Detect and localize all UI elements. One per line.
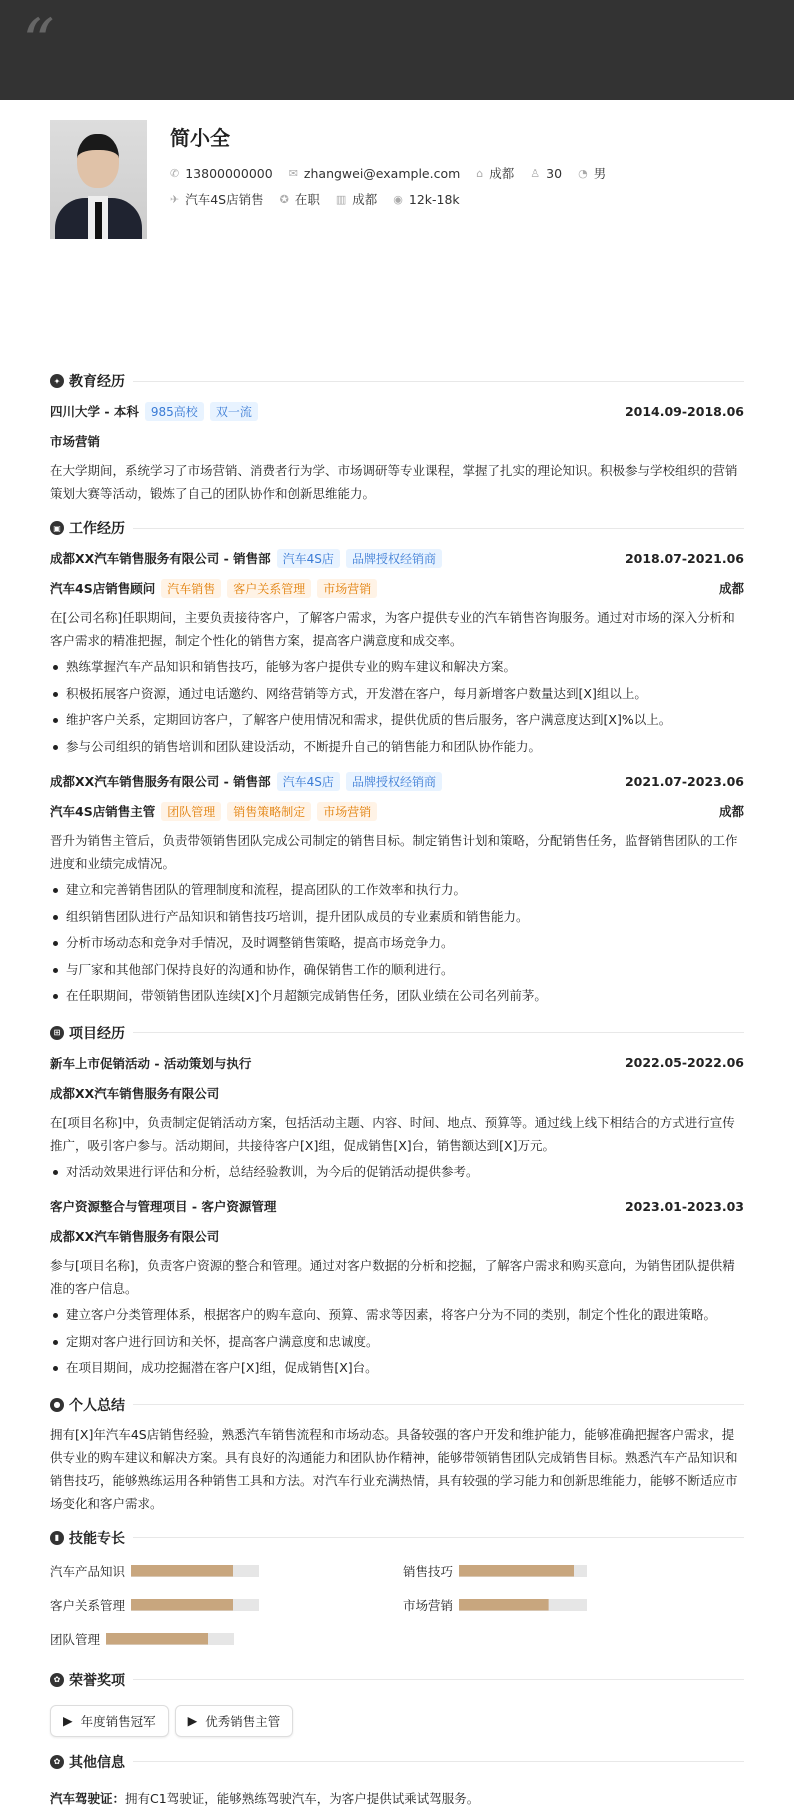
section-projects xyxy=(50,1018,744,1048)
section-other xyxy=(50,1747,744,1777)
job-icon: ✈ xyxy=(170,192,180,206)
city: 成都 xyxy=(718,804,744,819)
skill-tag: 客户关系管理 xyxy=(227,579,311,598)
skill-bar-fill xyxy=(131,1565,233,1577)
age: 30 xyxy=(546,165,563,181)
top-banner xyxy=(0,0,794,100)
gender-icon: ◔ xyxy=(578,166,588,180)
bullet: 建立客户分类管理体系，根据客户的购车意向、预算、需求等因素，将客户分为不同的类别，制定个性化的跟进策略。 xyxy=(50,1302,744,1329)
bullet: 在任职期间，带领销售团队连续[X]个月超额完成销售任务，团队业绩在公司名列前茅。 xyxy=(50,983,744,1010)
skill-name: 销售技巧 xyxy=(403,1563,454,1579)
bullet: 维护客户关系，定期回访客户，了解客户使用情况和需求，提供优质的售后服务，客户满意度达到[X]%以上。 xyxy=(50,707,744,734)
bullet: 参与公司组织的销售培训和团队建设活动，不断提升自己的销售能力和团队协作能力。 xyxy=(50,734,744,761)
project-name: 新车上市促销活动 - 活动策划与执行 xyxy=(50,1055,252,1071)
award-item xyxy=(175,1705,294,1737)
skill-bar xyxy=(131,1565,259,1577)
project-desc: 在[项目名称]中，负责制定促销活动方案，包括活动主题、内容、时间、地点、预算等。通过线上线下相结合的方式进行宣传推广，吸引客户参与。活动期间，共接待客户[X]组，促成销售[X]台，销售额达到[X]万元。 xyxy=(50,1114,735,1153)
project-entry xyxy=(50,1048,744,1186)
chart-icon: ▮ xyxy=(50,1531,64,1545)
section-work xyxy=(50,513,744,543)
city-icon: ▥ xyxy=(335,192,347,206)
skill-bar xyxy=(106,1633,234,1645)
other-text: 拥有C1驾驶证，能够熟练驾驶汽车，为客户提供试乘试驾服务。 xyxy=(125,1790,480,1806)
project-desc: 参与[项目名称]，负责客户资源的整合和管理。通过对客户数据的分析和挖掘，了解客户需求和购买意向，为销售团队提供精准的客户信息。 xyxy=(50,1258,735,1296)
summary-text: 拥有[X]年汽车4S店销售经验，熟悉汽车销售流程和市场动态。具备较强的客户开发和维护能力，能够准确把握客户需求，提供专业的购车建议和解决方案。具有良好的沟通能力和团队协作精神，能够带领销售团队完成销售目标。熟悉汽车产品知识和销售技巧，能够熟练运用各种销售工具和方法。对汽车行业充满热情，具有较强的学习能力和创新思维能力，能够不断适应市场变化和客户需求。 xyxy=(50,1426,738,1511)
date: 2023.01-2023.03 xyxy=(624,1198,744,1214)
work-desc: 在[公司名称]任职期间，主要负责接待客户，了解客户需求，为客户提供专业的汽车销售咨询服务。通过对市场的深入分析和客户需求的精准把握，制定个性化的销售方案，提高客户满意度和成交率。 xyxy=(50,610,735,648)
skill-item xyxy=(403,1561,703,1581)
tag: 汽车4S店 xyxy=(277,772,340,791)
skill-bar xyxy=(459,1599,587,1611)
major: 市场营销 xyxy=(50,434,101,449)
section-education xyxy=(50,366,744,396)
bullet: 定期对客户进行回访和关怀，提高客户满意度和忠诚度。 xyxy=(50,1329,744,1356)
role: 汽车4S店销售顾问 xyxy=(50,581,156,596)
other-label: 汽车驾驶证： xyxy=(50,1790,126,1806)
target-city: 成都 xyxy=(352,192,378,207)
award-icon: ✿ xyxy=(50,1673,64,1687)
email: zhangwei@example.com xyxy=(303,165,461,181)
award-item xyxy=(50,1705,169,1737)
location: 成都 xyxy=(489,166,515,181)
project-company: 成都XX汽车销售服务有限公司 xyxy=(50,1085,220,1101)
skill-item xyxy=(50,1629,403,1649)
section-title: 其他信息 xyxy=(69,1754,125,1771)
skill-name: 客户关系管理 xyxy=(50,1597,126,1613)
award-label: 年度销售冠军 xyxy=(80,1713,156,1729)
other-info xyxy=(50,1787,744,1810)
skill-item xyxy=(403,1595,703,1615)
avatar xyxy=(50,120,147,239)
education-desc: 在大学期间，系统学习了市场营销、消费者行为学、市场调研等专业课程，掌握了扎实的理论知识。积极参与学校组织的营销策划大赛等活动，锻炼了自己的团队协作和创新思维能力。 xyxy=(50,463,738,501)
work-entry xyxy=(50,543,744,760)
info-icon: ✿ xyxy=(50,1755,64,1769)
tag: 品牌授权经销商 xyxy=(346,549,442,568)
bullet: 建立和完善销售团队的管理制度和流程，提高团队的工作效率和执行力。 xyxy=(50,877,744,904)
bullet: 组织销售团队进行产品知识和销售技巧培训，提升团队成员的专业素质和销售能力。 xyxy=(50,904,744,931)
user-icon: ● xyxy=(50,1398,64,1412)
home-icon: ⌂ xyxy=(476,166,484,180)
skill-item xyxy=(50,1561,403,1581)
job-status: 在职 xyxy=(294,192,320,207)
salary: 12k-18k xyxy=(408,191,460,207)
section-skills xyxy=(50,1523,744,1553)
work-entry xyxy=(50,766,744,1010)
candidate-name: 简小全 xyxy=(170,126,230,150)
graduation-icon: ✦ xyxy=(50,374,64,388)
tag: 汽车4S店 xyxy=(277,549,340,568)
bullet: 熟练掌握汽车产品知识和销售技巧，能够为客户提供专业的购车建议和解决方案。 xyxy=(50,654,744,681)
status-icon: ✪ xyxy=(279,192,289,206)
skill-name: 团队管理 xyxy=(50,1631,101,1647)
section-title: 个人总结 xyxy=(69,1397,125,1414)
skill-tag: 市场营销 xyxy=(317,579,377,598)
tag: 双一流 xyxy=(210,402,258,421)
phone-icon: ✆ xyxy=(170,166,180,180)
bullet: 对活动效果进行评估和分析，总结经验教训，为今后的促销活动提供参考。 xyxy=(50,1159,744,1186)
skill-bar-fill xyxy=(106,1633,208,1645)
bullet: 积极拓展客户资源，通过电话邀约、网络营销等方式，开发潜在客户，每月新增客户数量达到[X]组以上。 xyxy=(50,681,744,708)
email-icon: ✉ xyxy=(288,166,298,180)
tag: 985高校 xyxy=(145,402,204,421)
date: 2021.07-2023.06 xyxy=(624,773,744,789)
school: 四川大学 - 本科 xyxy=(50,404,139,419)
skill-bar-fill xyxy=(131,1599,233,1611)
skill-name: 汽车产品知识 xyxy=(50,1563,126,1579)
company: 成都XX汽车销售服务有限公司 - 销售部 xyxy=(50,774,271,789)
salary-icon: ◉ xyxy=(393,192,403,206)
bullet: 与厂家和其他部门保持良好的沟通和协作，确保销售工作的顺利进行。 xyxy=(50,957,744,984)
project-company: 成都XX汽车销售服务有限公司 xyxy=(50,1229,220,1244)
bullet: 分析市场动态和竞争对手情况，及时调整销售策略，提高市场竞争力。 xyxy=(50,930,744,957)
quote-icon: “ xyxy=(22,6,55,80)
section-title: 教育经历 xyxy=(69,374,125,390)
city: 成都 xyxy=(718,581,744,596)
job-target: 汽车4S店销售 xyxy=(185,192,264,207)
skill-tag: 销售策略制定 xyxy=(227,802,311,821)
gender: 男 xyxy=(593,166,607,181)
project-name: 客户资源整合与管理项目 - 客户资源管理 xyxy=(50,1199,277,1214)
section-title: 项目经历 xyxy=(69,1025,125,1042)
date: 2014.09-2018.06 xyxy=(624,403,744,419)
company: 成都XX汽车销售服务有限公司 - 销售部 xyxy=(50,551,271,566)
work-desc: 晋升为销售主管后，负责带领销售团队完成公司制定的销售目标。制定销售计划和策略，分配销售任务，监督销售团队的工作进度和业绩完成情况。 xyxy=(50,833,738,871)
skill-tag: 市场营销 xyxy=(317,802,377,821)
award-label: 优秀销售主管 xyxy=(205,1713,281,1729)
triangle-icon: ▶ xyxy=(63,1713,73,1728)
project-entry xyxy=(50,1191,744,1382)
section-summary xyxy=(50,1390,744,1420)
skill-bar xyxy=(459,1565,587,1577)
section-awards xyxy=(50,1665,744,1695)
phone: 13800000000 xyxy=(185,165,273,181)
skill-bar-fill xyxy=(459,1565,574,1577)
grid-icon: ⊞ xyxy=(50,1026,64,1040)
skill-tag: 汽车销售 xyxy=(161,579,221,598)
profile-header xyxy=(50,100,744,358)
date: 2022.05-2022.06 xyxy=(624,1055,744,1070)
tag: 品牌授权经销商 xyxy=(346,772,442,791)
triangle-icon: ▶ xyxy=(187,1713,198,1728)
skill-bar xyxy=(131,1599,259,1611)
briefcase-icon: ▣ xyxy=(50,521,64,535)
bullet: 在项目期间，成功挖掘潜在客户[X]组，促成销售[X]台。 xyxy=(50,1355,744,1382)
date: 2018.07-2021.06 xyxy=(624,550,744,566)
skill-tag: 团队管理 xyxy=(161,802,221,821)
skill-bar-fill xyxy=(459,1599,549,1611)
skill-item xyxy=(50,1595,403,1615)
age-icon: ♙ xyxy=(530,166,541,180)
skill-name: 市场营销 xyxy=(403,1597,454,1613)
role: 汽车4S店销售主管 xyxy=(50,804,156,819)
section-title: 工作经历 xyxy=(69,521,125,537)
section-title: 技能专长 xyxy=(69,1530,125,1547)
section-title: 荣誉奖项 xyxy=(69,1672,125,1689)
